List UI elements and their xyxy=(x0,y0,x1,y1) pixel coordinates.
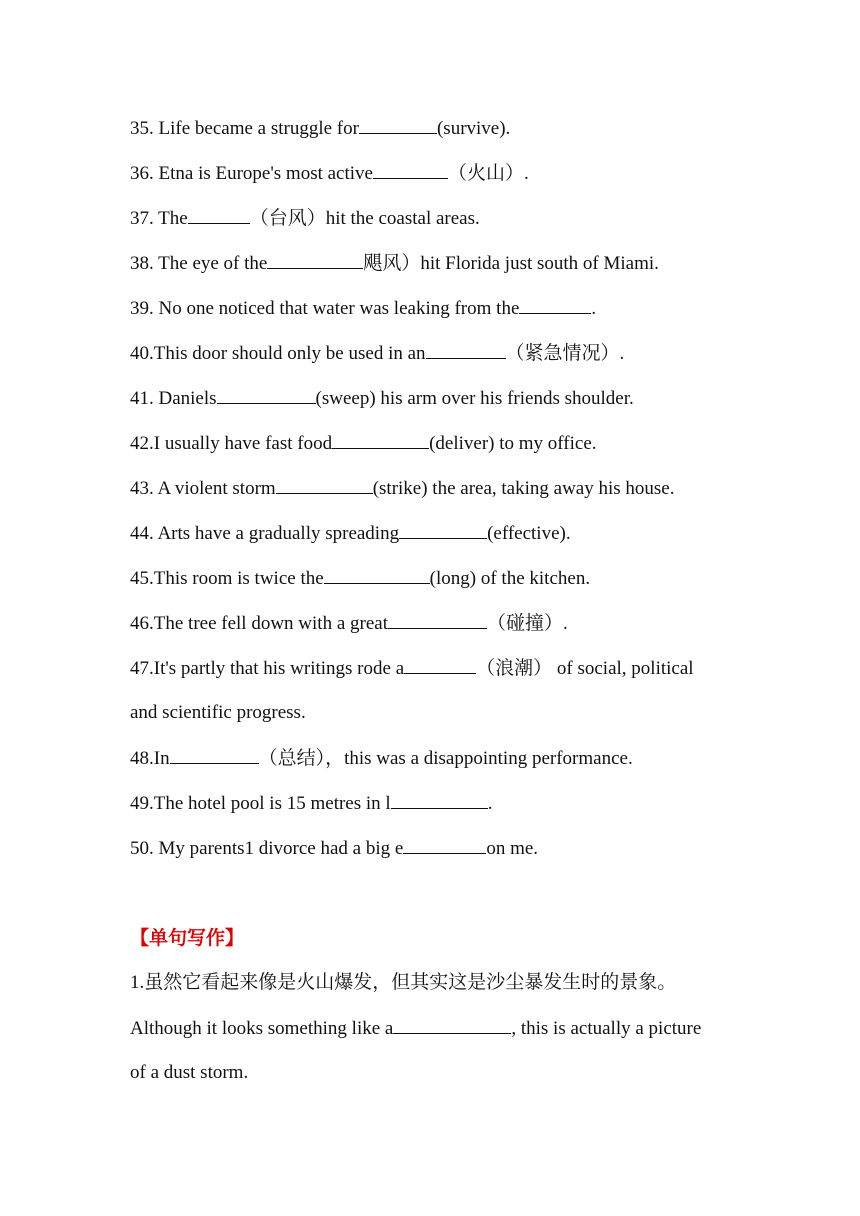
exercise-43 xyxy=(130,476,674,501)
exercise-hint: (strike) the area, taking away his house. xyxy=(372,478,675,499)
answer-blank[interactable] xyxy=(267,251,363,269)
exercise-39 xyxy=(130,296,596,321)
exercise-hint: (sweep) his arm over his friends shoulder. xyxy=(315,388,634,409)
exercise-text: 40.This door should only be used in an xyxy=(130,343,426,364)
exercise-hint: (effective). xyxy=(487,523,571,544)
exercise-46 xyxy=(130,611,568,636)
exercise-hint: . xyxy=(487,793,493,814)
exercise-hint: 飓风）hit Florida just south of Miami. xyxy=(363,253,659,274)
exercise-hint: （台风）hit the coastal areas. xyxy=(249,208,480,229)
writing-text: of a dust storm. xyxy=(130,1062,249,1083)
exercise-hint: （碰撞）. xyxy=(486,613,568,634)
exercise-text: 38. The eye of the xyxy=(130,253,268,274)
exercise-45 xyxy=(130,566,590,591)
answer-blank[interactable] xyxy=(324,566,430,584)
writing-text: Although it looks something like a xyxy=(130,1018,394,1039)
exercise-47 xyxy=(130,656,694,681)
exercise-hint: on me. xyxy=(486,838,539,859)
writing-prompt-text: 1.虽然它看起来像是火山爆发，但其实这是沙尘暴发生时的景象。 xyxy=(130,972,677,993)
exercise-48 xyxy=(130,746,633,771)
exercise-text: 37. The xyxy=(130,208,188,229)
writing-continuation xyxy=(130,1061,248,1085)
answer-blank[interactable] xyxy=(276,476,373,494)
exercise-text: 45.This room is twice the xyxy=(130,568,324,589)
exercise-hint: . xyxy=(591,298,597,319)
exercise-text: 48.In xyxy=(130,748,170,769)
writing-english-sentence xyxy=(130,1016,701,1041)
exercise-text: 42.I usually have fast food xyxy=(130,433,333,454)
answer-blank[interactable] xyxy=(399,521,487,539)
exercise-text: 43. A violent storm xyxy=(130,478,276,499)
exercise-text: 47.It's partly that his writings rode a xyxy=(130,658,405,679)
exercise-hint: (deliver) to my office. xyxy=(429,433,597,454)
exercise-38 xyxy=(130,251,659,276)
exercise-hint: (survive). xyxy=(436,118,511,139)
exercise-text: 36. Etna is Europe's most active xyxy=(130,163,373,184)
exercise-36 xyxy=(130,161,529,186)
answer-blank[interactable] xyxy=(373,161,448,179)
answer-blank[interactable] xyxy=(403,836,486,854)
exercise-hint: （紧急情况）. xyxy=(505,343,625,364)
exercise-text: 44. Arts have a gradually spreading xyxy=(130,523,400,544)
section-title: 【单句写作】 xyxy=(130,927,245,949)
answer-blank[interactable] xyxy=(359,116,437,134)
answer-blank[interactable] xyxy=(188,206,250,224)
exercise-text: 49.The hotel pool is 15 metres in l xyxy=(130,793,391,814)
answer-blank[interactable] xyxy=(332,431,429,449)
answer-blank[interactable] xyxy=(217,386,316,404)
answer-blank[interactable] xyxy=(426,341,506,359)
exercise-hint: （火山）. xyxy=(447,163,529,184)
writing-text-after: , this is actually a picture xyxy=(511,1018,702,1039)
answer-blank[interactable] xyxy=(404,656,476,674)
answer-blank[interactable] xyxy=(519,296,591,314)
exercise-text: 39. No one noticed that water was leaking from the xyxy=(130,298,520,319)
writing-chinese-prompt xyxy=(130,971,676,995)
exercise-text: 50. My parents1 divorce had a big e xyxy=(130,838,404,859)
exercise-42 xyxy=(130,431,597,456)
answer-blank[interactable] xyxy=(388,611,487,629)
exercise-text: 46.The tree fell down with a great xyxy=(130,613,388,634)
exercise-47-continuation xyxy=(130,701,306,725)
exercise-41 xyxy=(130,386,634,411)
exercise-44 xyxy=(130,521,571,546)
exercise-50 xyxy=(130,836,538,861)
exercise-text: 35. Life became a struggle for xyxy=(130,118,359,139)
answer-blank[interactable] xyxy=(391,791,488,809)
answer-blank[interactable] xyxy=(393,1016,511,1034)
exercise-49 xyxy=(130,791,492,816)
exercise-37 xyxy=(130,206,480,231)
exercise-text: and scientific progress. xyxy=(130,702,306,723)
answer-blank[interactable] xyxy=(170,746,259,764)
exercise-35 xyxy=(130,116,510,141)
exercise-hint: （总结），this was a disappointing performance. xyxy=(258,748,633,769)
exercise-40 xyxy=(130,341,624,366)
exercise-hint: (long) of the kitchen. xyxy=(429,568,591,589)
exercise-hint: （浪潮） of social, political xyxy=(476,658,694,679)
exercise-text: 41. Daniels xyxy=(130,388,217,409)
